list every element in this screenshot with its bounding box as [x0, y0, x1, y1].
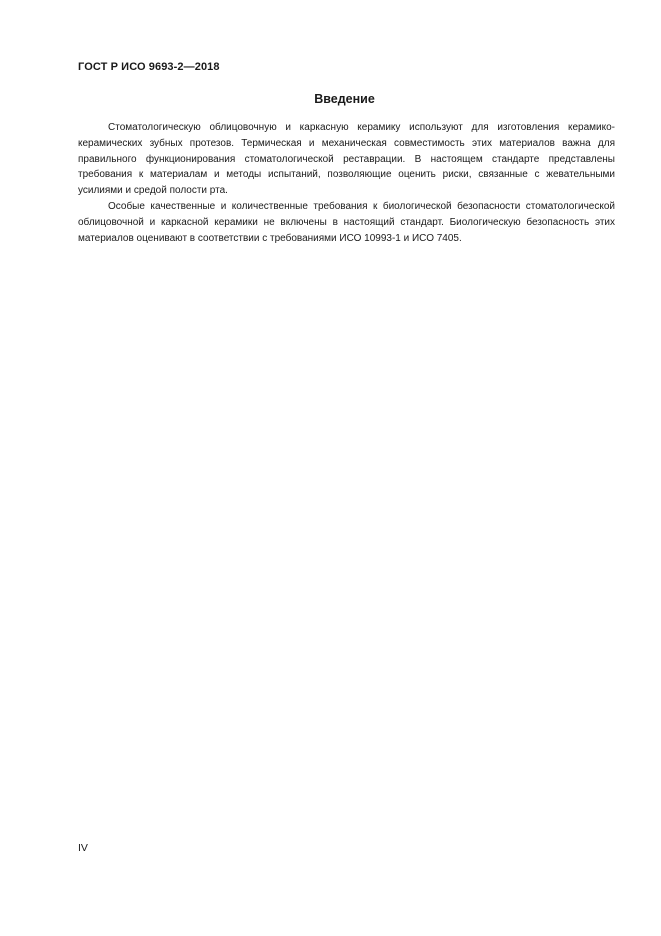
- page-number: IV: [78, 842, 88, 854]
- paragraph: Стоматологическую облицовочную и каркасную керамику используют для изготовления керамико-керамических зубных протезов. Термическая и механическая совместимость этих материалов важна для правильного функционирования стоматологической реставрации. В настоящем стандарте представлены требования к материалам и методы испытаний, позволяющие оценить риски, связанные с жевательными усилиями и средой полости рта.: [78, 122, 615, 197]
- document-header: ГОСТ Р ИСО 9693-2—2018: [78, 61, 220, 73]
- section-body: [78, 120, 615, 246]
- paragraph: Особые качественные и количественные требования к биологической безопасности стоматологической облицовочной и каркасной керамики не включены в настоящий стандарт. Биологическую безопасность этих материалов оценивают в соответствии с требованиями ИСО 10993-1 и ИСО 7405.: [78, 200, 615, 244]
- section-title: Введение: [314, 92, 375, 106]
